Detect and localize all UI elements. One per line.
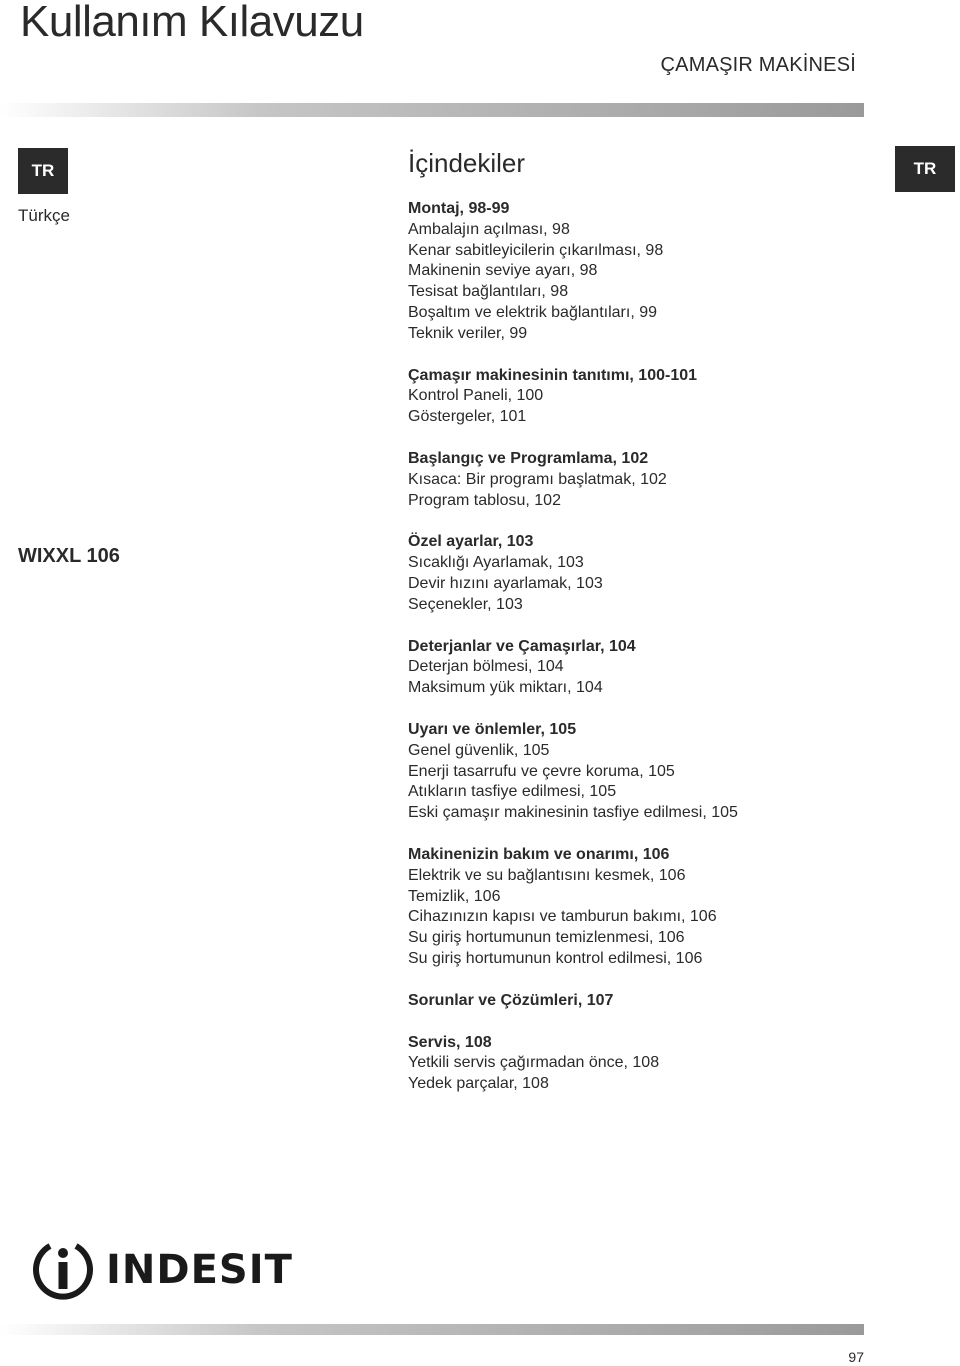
language-name: Türkçe bbox=[18, 206, 70, 225]
toc-section-title[interactable]: Montaj, 98-99 bbox=[408, 200, 510, 217]
document-title: Kullanım Kılavuzu bbox=[20, 0, 364, 46]
toc-section-title[interactable]: Deterjanlar ve Çamaşırlar, 104 bbox=[408, 637, 636, 655]
toc-section-title[interactable]: Çamaşır makinesinin tanıtımı, 100-101 bbox=[408, 366, 698, 384]
toc-item[interactable]: Teknik veriler, 99 bbox=[408, 324, 528, 342]
toc-item[interactable]: Ambalajın açılması, 98 bbox=[408, 220, 570, 238]
product-category: ÇAMAŞIR MAKİNESİ bbox=[660, 54, 856, 76]
toc-item[interactable]: Yedek parçalar, 108 bbox=[408, 1075, 549, 1093]
toc-item[interactable]: Sıcaklığı Ayarlamak, 103 bbox=[408, 554, 584, 572]
top-divider bbox=[0, 103, 864, 117]
toc-section bbox=[408, 720, 888, 824]
toc-item[interactable]: Eski çamaşır makinesinin tasfiye edilmesi, 105 bbox=[408, 804, 738, 822]
toc-section bbox=[408, 199, 888, 345]
toc-item[interactable]: Maksimum yük miktarı, 104 bbox=[408, 679, 603, 697]
language-badge-right: TR bbox=[895, 146, 955, 192]
toc-item[interactable]: Cihazınızın kapısı ve tamburun bakımı, 106 bbox=[408, 908, 717, 926]
toc-item[interactable]: Su giriş hortumunun kontrol edilmesi, 106 bbox=[408, 949, 703, 967]
page-number: 97 bbox=[848, 1349, 864, 1365]
toc-section-title[interactable]: Uyarı ve önlemler, 105 bbox=[408, 720, 577, 738]
toc-item[interactable]: Enerji tasarrufu ve çevre koruma, 105 bbox=[408, 762, 675, 780]
brand-logo bbox=[30, 1237, 293, 1303]
toc-item[interactable]: Boşaltım ve elektrik bağlantıları, 99 bbox=[408, 303, 658, 321]
toc-heading: İçindekiler bbox=[408, 148, 526, 178]
toc-section bbox=[408, 532, 888, 615]
toc-item[interactable]: Yetkili servis çağırmadan önce, 108 bbox=[408, 1054, 660, 1072]
language-badge-left: TR bbox=[18, 148, 68, 194]
toc-item[interactable]: Genel güvenlik, 105 bbox=[408, 741, 550, 759]
toc-item[interactable]: Atıkların tasfiye edilmesi, 105 bbox=[408, 783, 617, 801]
toc-item[interactable]: Kontrol Paneli, 100 bbox=[408, 387, 544, 405]
toc-item[interactable]: Elektrik ve su bağlantısını kesmek, 106 bbox=[408, 866, 686, 884]
toc-item[interactable]: Kenar sabitleyicilerin çıkarılması, 98 bbox=[408, 241, 664, 259]
toc-section bbox=[408, 1033, 888, 1095]
toc-section-title[interactable]: Başlangıç ve Programlama, 102 bbox=[408, 449, 649, 467]
toc-section bbox=[408, 637, 888, 699]
toc-item[interactable]: Makinenin seviye ayarı, 98 bbox=[408, 262, 598, 280]
toc-item[interactable]: Devir hızını ayarlamak, 103 bbox=[408, 574, 603, 592]
toc-section-title[interactable]: Makinenizin bakım ve onarımı, 106 bbox=[408, 845, 670, 863]
toc-section-title[interactable]: Özel ayarlar, 103 bbox=[408, 533, 534, 551]
toc-section bbox=[408, 845, 888, 970]
toc-item[interactable]: Göstergeler, 101 bbox=[408, 408, 527, 426]
toc-item[interactable]: Seçenekler, 103 bbox=[408, 595, 523, 613]
model-name: WIXXL 106 bbox=[18, 545, 120, 567]
toc-item[interactable]: Temizlik, 106 bbox=[408, 887, 501, 905]
toc-section bbox=[408, 449, 888, 511]
toc-item[interactable]: Deterjan bölmesi, 104 bbox=[408, 658, 564, 676]
toc-item[interactable]: Program tablosu, 102 bbox=[408, 491, 561, 509]
toc-section bbox=[408, 991, 888, 1012]
toc-section bbox=[408, 366, 888, 428]
toc-item[interactable]: Tesisat bağlantıları, 98 bbox=[408, 283, 569, 301]
toc-section-title[interactable]: Sorunlar ve Çözümleri, 107 bbox=[408, 991, 614, 1009]
toc-section-title[interactable]: Servis, 108 bbox=[408, 1033, 492, 1051]
bottom-divider bbox=[0, 1324, 864, 1335]
indesit-i-logo-icon bbox=[30, 1237, 96, 1303]
table-of-contents bbox=[408, 199, 888, 1116]
toc-item[interactable]: Su giriş hortumunun temizlenmesi, 106 bbox=[408, 929, 685, 947]
toc-item[interactable]: Kısaca: Bir programı başlatmak, 102 bbox=[408, 470, 667, 488]
brand-wordmark: INDESIT bbox=[106, 1247, 293, 1293]
